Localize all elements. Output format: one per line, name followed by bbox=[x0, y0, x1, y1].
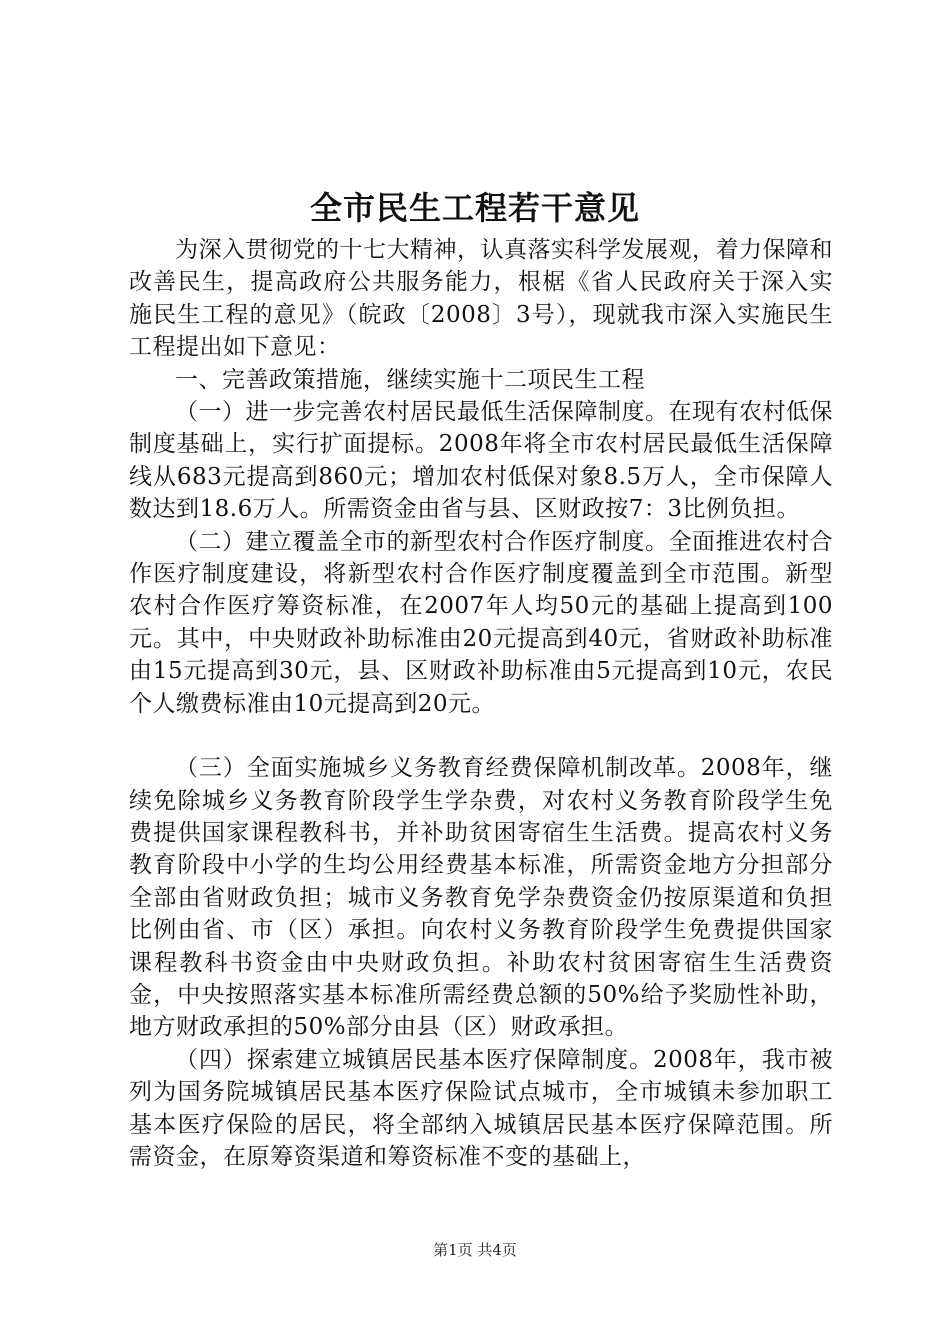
paragraph-item-2: （二）建立覆盖全市的新型农村合作医疗制度。全面推进农村合作医疗制度建设，将新型农村合作医疗制度覆盖到全市范围。新型农村合作医疗筹资标准，在2007年人均50元的基础上提高到100元。其中，中央财政补助标准由20元提高到40元，省财政补助标准由15元提高到30元，县、区财政补助标准由5元提高到10元，农民个人缴费标准由10元提高到20元。 bbox=[129, 528, 833, 717]
document-title: 全市民生工程若干意见 bbox=[309, 189, 640, 227]
paragraph-item-3: （三）全面实施城乡义务教育经费保障机制改革。2008年，继续免除城乡义务教育阶段学生学杂费，对农村义务教育阶段学生免费提供国家课程教科书，并补助贫困寄宿生生活费。提高农村义务教育阶段中小学的生均公用经费基本标准，所需资金地方分担部分全部由省财政负担；城市义务教育免学杂费资金仍按原渠道和负担比例由省、市（区）承担。向农村义务教育阶段学生免费提供国家课程教科书资金由中央财政负担。补助农村贫困寄宿生生活费资金，中央按照落实基本标准所需经费总额的50%给予奖励性补助，地方财政承担的50%部分由县（区）财政承担。 bbox=[129, 755, 833, 1041]
paragraph-intro: 为深入贯彻党的十七大精神，认真落实科学发展观，着力保障和改善民生，提高政府公共服务能力，根椐《省人民政府关于深入实施民生工程的意见》（皖政〔2008〕3号），现就我市深入实施民生工程提出如下意见： bbox=[129, 237, 833, 361]
document-body bbox=[129, 234, 833, 1173]
paragraph-item-1: （一）进一步完善农村居民最低生活保障制度。在现有农村低保制度基础上，实行扩面提标。2008年将全市农村居民最低生活保障线从683元提高到860元；增加农村低保对象8.5万人，全市保障人数达到18.6万人。所需资金由省与县、区财政按7：3比例负担。 bbox=[129, 399, 833, 523]
page-footer: 第1页 共4页 bbox=[433, 1241, 517, 1259]
paragraph-item-4: （四）探索建立城镇居民基本医疗保障制度。2008年，我市被列为国务院城镇居民基本医疗保险试点城市，全市城镇未参加职工基本医疗保险的居民，将全部纳入城镇居民基本医疗保障范围。所需资金，在原筹资渠道和筹资标准不变的基础上， bbox=[129, 1046, 833, 1170]
section-heading-1: 一、完善政策措施，继续实施十二项民生工程 bbox=[175, 366, 645, 393]
